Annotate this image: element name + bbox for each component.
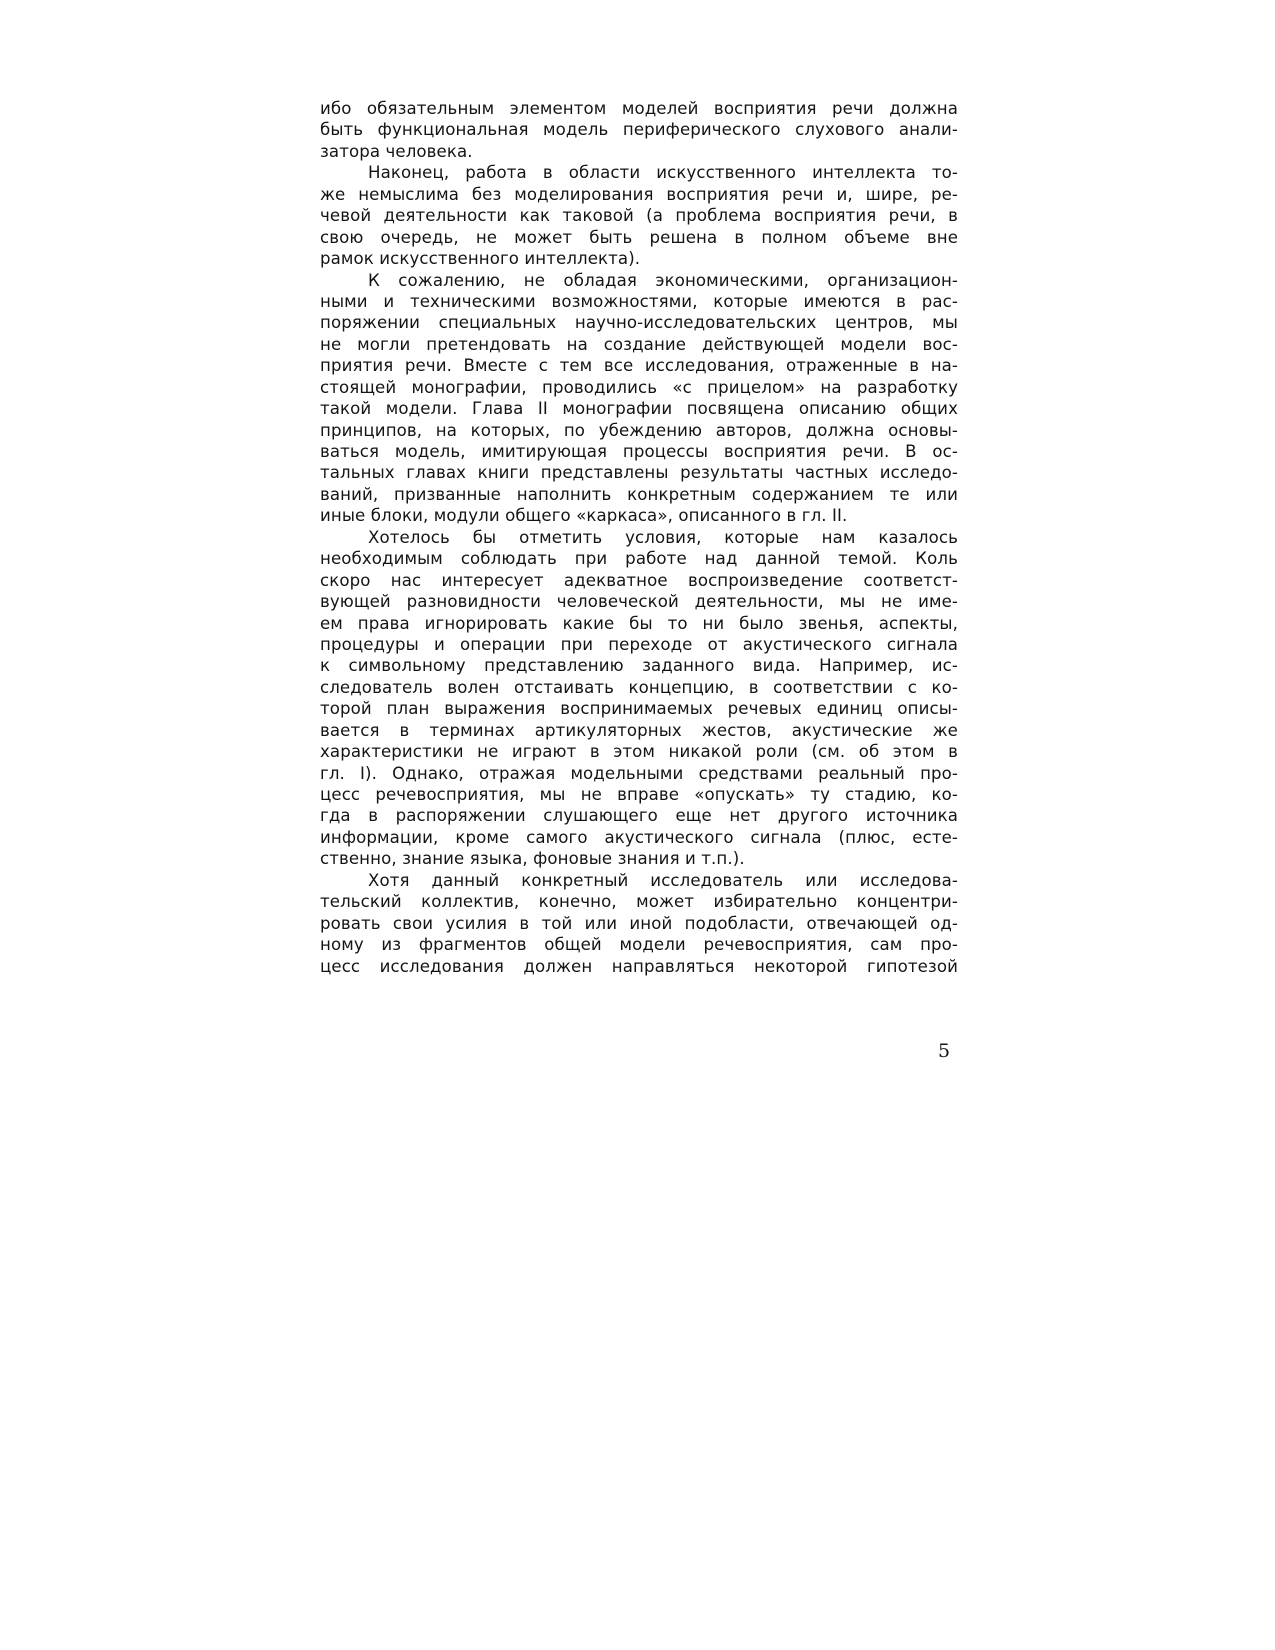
text-line: вующей разновидности человеческой деятельности, мы не име- [320, 592, 958, 612]
text-line: к символьному представлению заданного вида. Например, ис- [320, 656, 958, 676]
text-line: ваний, призванные наполнить конкретным содержанием те или [320, 484, 958, 504]
text-line: иные блоки, модули общего «каркаса», описанного в гл. II. [320, 506, 848, 526]
text-line: скоро нас интересует адекватное воспроизведение соответст- [320, 570, 958, 590]
text-line: торой план выражения воспринимаемых речевых единиц описы- [320, 699, 958, 719]
text-line: быть функциональная модель периферического слухового анали- [320, 120, 958, 140]
text-line: вается в терминах артикуляторных жестов, акустические же [320, 720, 958, 740]
text-line: ровать свои усилия в той или иной подобласти, отвечающей од- [320, 913, 958, 933]
text-line: поряжении специальных научно-исследовательских центров, мы [320, 313, 958, 333]
text-line: ному из фрагментов общей модели речевосприятия, сам про- [320, 935, 958, 955]
paragraph-first-line: Наконец, работа в области искусственного интеллекта то- [368, 163, 958, 183]
text-line: чевой деятельности как таковой (а проблема восприятия речи, в [320, 206, 958, 226]
text-line: тельский коллектив, конечно, может избирательно концентри- [320, 892, 958, 912]
text-line: не могли претендовать на создание действующей модели вос- [320, 334, 958, 354]
text-line: следователь волен отстаивать концепцию, в соответствии с ко- [320, 677, 958, 697]
text-line: стоящей монографии, проводились «с прицелом» на разработку [320, 377, 958, 397]
text-line: ственно, знание языка, фоновые знания и т.п.). [320, 849, 745, 869]
text-line: необходимым соблюдать при работе над данной темой. Коль [320, 549, 958, 569]
text-line: приятия речи. Вместе с тем все исследования, отраженные в на- [320, 356, 958, 376]
text-line: затора человека. [320, 141, 473, 161]
paragraph-first-line: Хотелось бы отметить условия, которые нам казалось [368, 527, 958, 547]
text-line: же немыслима без моделирования восприятия речи и, шире, ре- [320, 184, 958, 204]
text-line: принципов, на которых, по убеждению авторов, должна основы- [320, 420, 958, 440]
body-text [320, 98, 958, 977]
text-line: информации, кроме самого акустического сигнала (плюс, есте- [320, 827, 958, 847]
text-line: рамок искусственного интеллекта). [320, 249, 641, 269]
paragraph-first-line: К сожалению, не обладая экономическими, организацион- [368, 270, 958, 290]
text-line: характеристики не играют в этом никакой роли (см. об этом в [320, 742, 958, 762]
text-line: ными и техническими возможностями, которые имеются в рас- [320, 291, 958, 311]
text-line: ибо обязательным элементом моделей восприятия речи должна [320, 99, 958, 118]
text-line: тальных главах книги представлены результаты частных исследо- [320, 463, 958, 483]
text-line: ем права игнорировать какие бы то ни было звенья, аспекты, [320, 613, 958, 633]
text-line: такой модели. Глава II монографии посвящена описанию общих [320, 399, 958, 419]
page-number: 5 [938, 1040, 951, 1062]
text-line: ваться модель, имитирующая процессы восприятия речи. В ос- [320, 442, 958, 461]
text-line: цесс исследования должен направляться некоторой гипотезой [320, 956, 958, 976]
text-line: гл. I). Однако, отражая модельными средствами реальный про- [320, 763, 958, 783]
text-line: свою очередь, не может быть решена в полном объеме вне [320, 227, 958, 247]
text-line: процедуры и операции при переходе от акустического сигнала [320, 634, 958, 654]
text-line: цесс речевосприятия, мы не вправе «опускать» ту стадию, ко- [320, 785, 958, 804]
paragraph-first-line: Хотя данный конкретный исследователь или исследова- [368, 870, 958, 890]
text-line: гда в распоряжении слушающего еще нет другого источника [320, 806, 958, 826]
